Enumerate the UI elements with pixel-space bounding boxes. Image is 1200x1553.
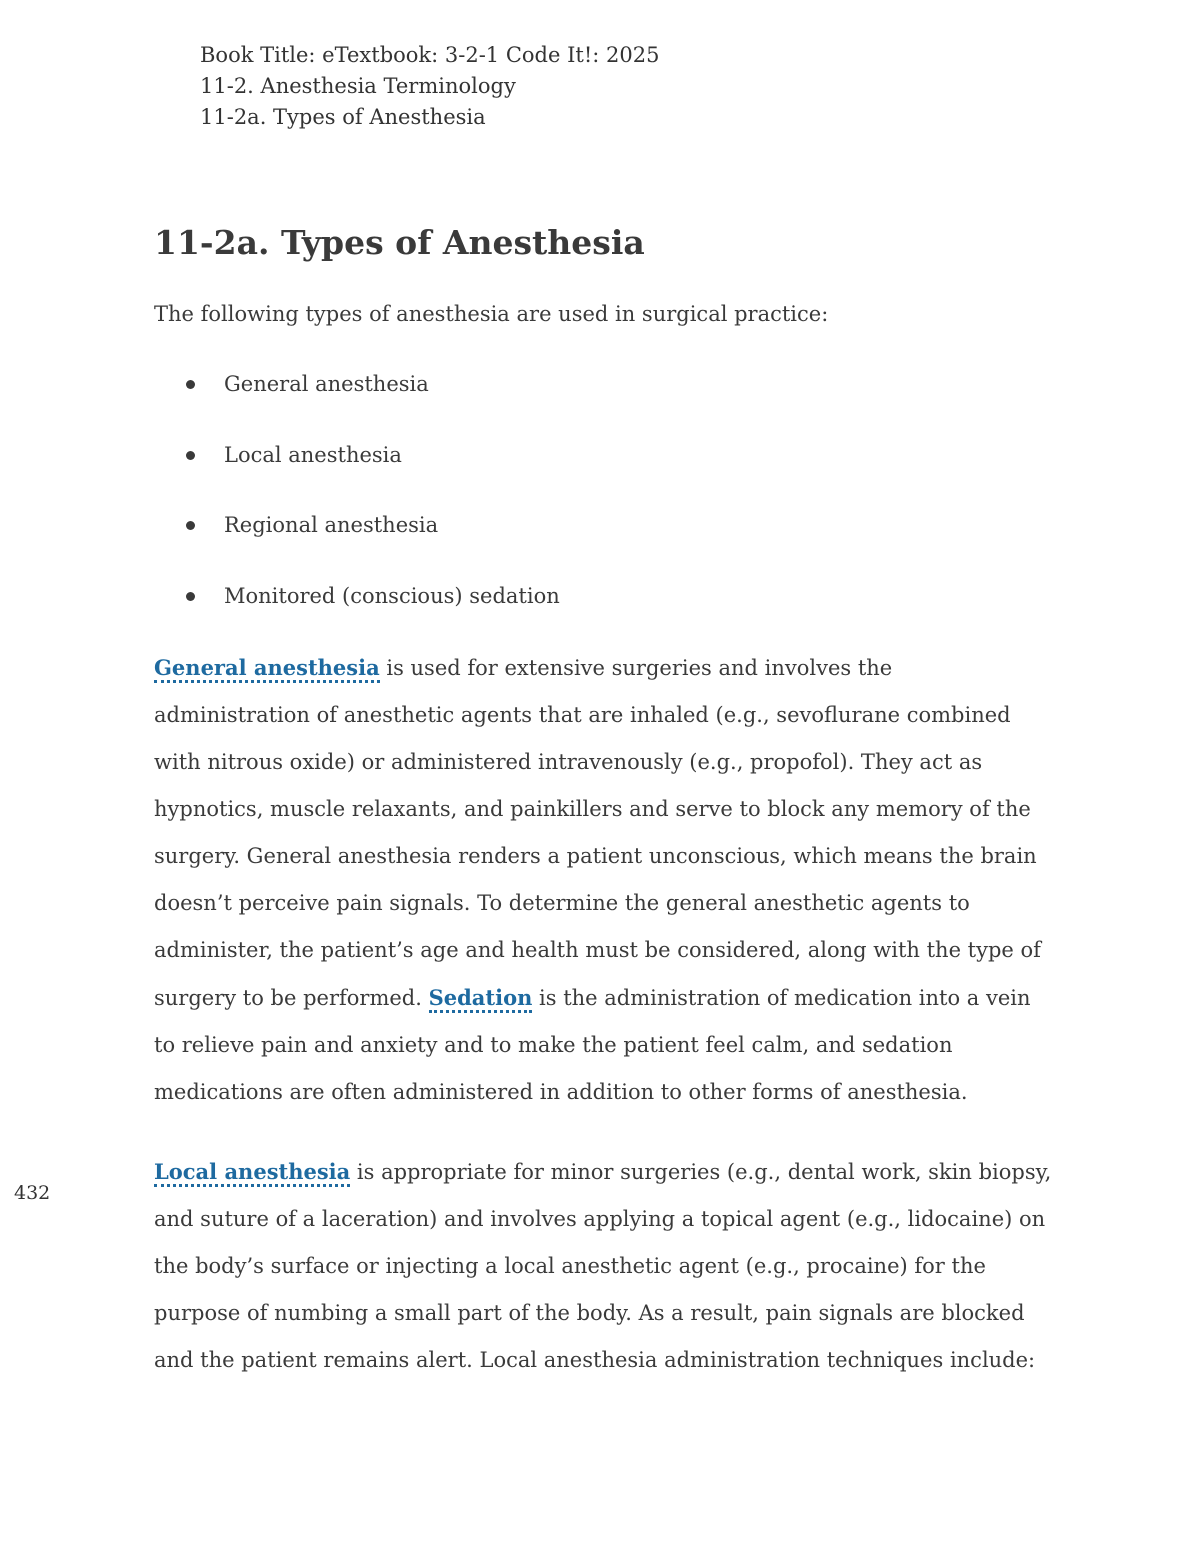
list-item: Monitored (conscious) sedation	[154, 580, 1054, 651]
intro-text: The following types of anesthesia are used in surgical practice:	[154, 302, 829, 326]
list-item: General anesthesia	[154, 368, 1054, 439]
page-number: 432	[14, 1182, 51, 1204]
general-anesthesia-paragraph	[154, 644, 1054, 1116]
list-item: Local anesthesia	[154, 439, 1054, 510]
anesthesia-types-list	[154, 368, 1054, 650]
list-item: Regional anesthesia	[154, 509, 1054, 580]
main-content	[154, 220, 1054, 1384]
sedation-term-link[interactable]: Sedation	[429, 985, 533, 1013]
chapter-title: 11-2. Anesthesia Terminology	[200, 74, 516, 98]
book-header	[200, 40, 659, 133]
section-title: 11-2a. Types of Anesthesia	[200, 105, 486, 129]
general-anesthesia-term-link[interactable]: General anesthesia	[154, 655, 380, 683]
local-anesthesia-text: is appropriate for minor surgeries (e.g., dental work, skin biopsy, and suture of a laceration) and involves applying a topical agent (e.g., lidocaine) on the body’s surface or injecting a local anesthetic agent (e.g., procaine) for the purpose of numbing a small part of the body. As a result, pain signals are blocked and the patient remains alert. Local anesthesia administration techniques include:	[154, 1160, 1052, 1372]
local-anesthesia-paragraph	[154, 1148, 1054, 1384]
book-title: Book Title: eTextbook: 3-2-1 Code It!: 2025	[200, 43, 660, 67]
page-title: 11-2a. Types of Anesthesia	[154, 223, 645, 262]
general-anesthesia-text: is used for extensive surgeries and involves the administration of anesthetic agents that are inhaled (e.g., sevoflurane combined with nitrous oxide) or administered intravenously (e.g., propofol). They act as hypnotics, muscle relaxants, and painkillers and serve to block any memory of the surgery. General anesthesia renders a patient unconscious, which means the brain doesn’t perceive pain signals. To determine the general anesthetic agents to administer, the patient’s age and health must be considered, along with the type of surgery to be performed.	[154, 656, 1041, 1010]
sedation-text: is the administration of medication into a vein to relieve pain and anxiety and to make the patient feel calm, and sedation medications are often administered in addition to other forms of anesthesia.	[154, 986, 1031, 1104]
local-anesthesia-term-link[interactable]: Local anesthesia	[154, 1159, 350, 1187]
